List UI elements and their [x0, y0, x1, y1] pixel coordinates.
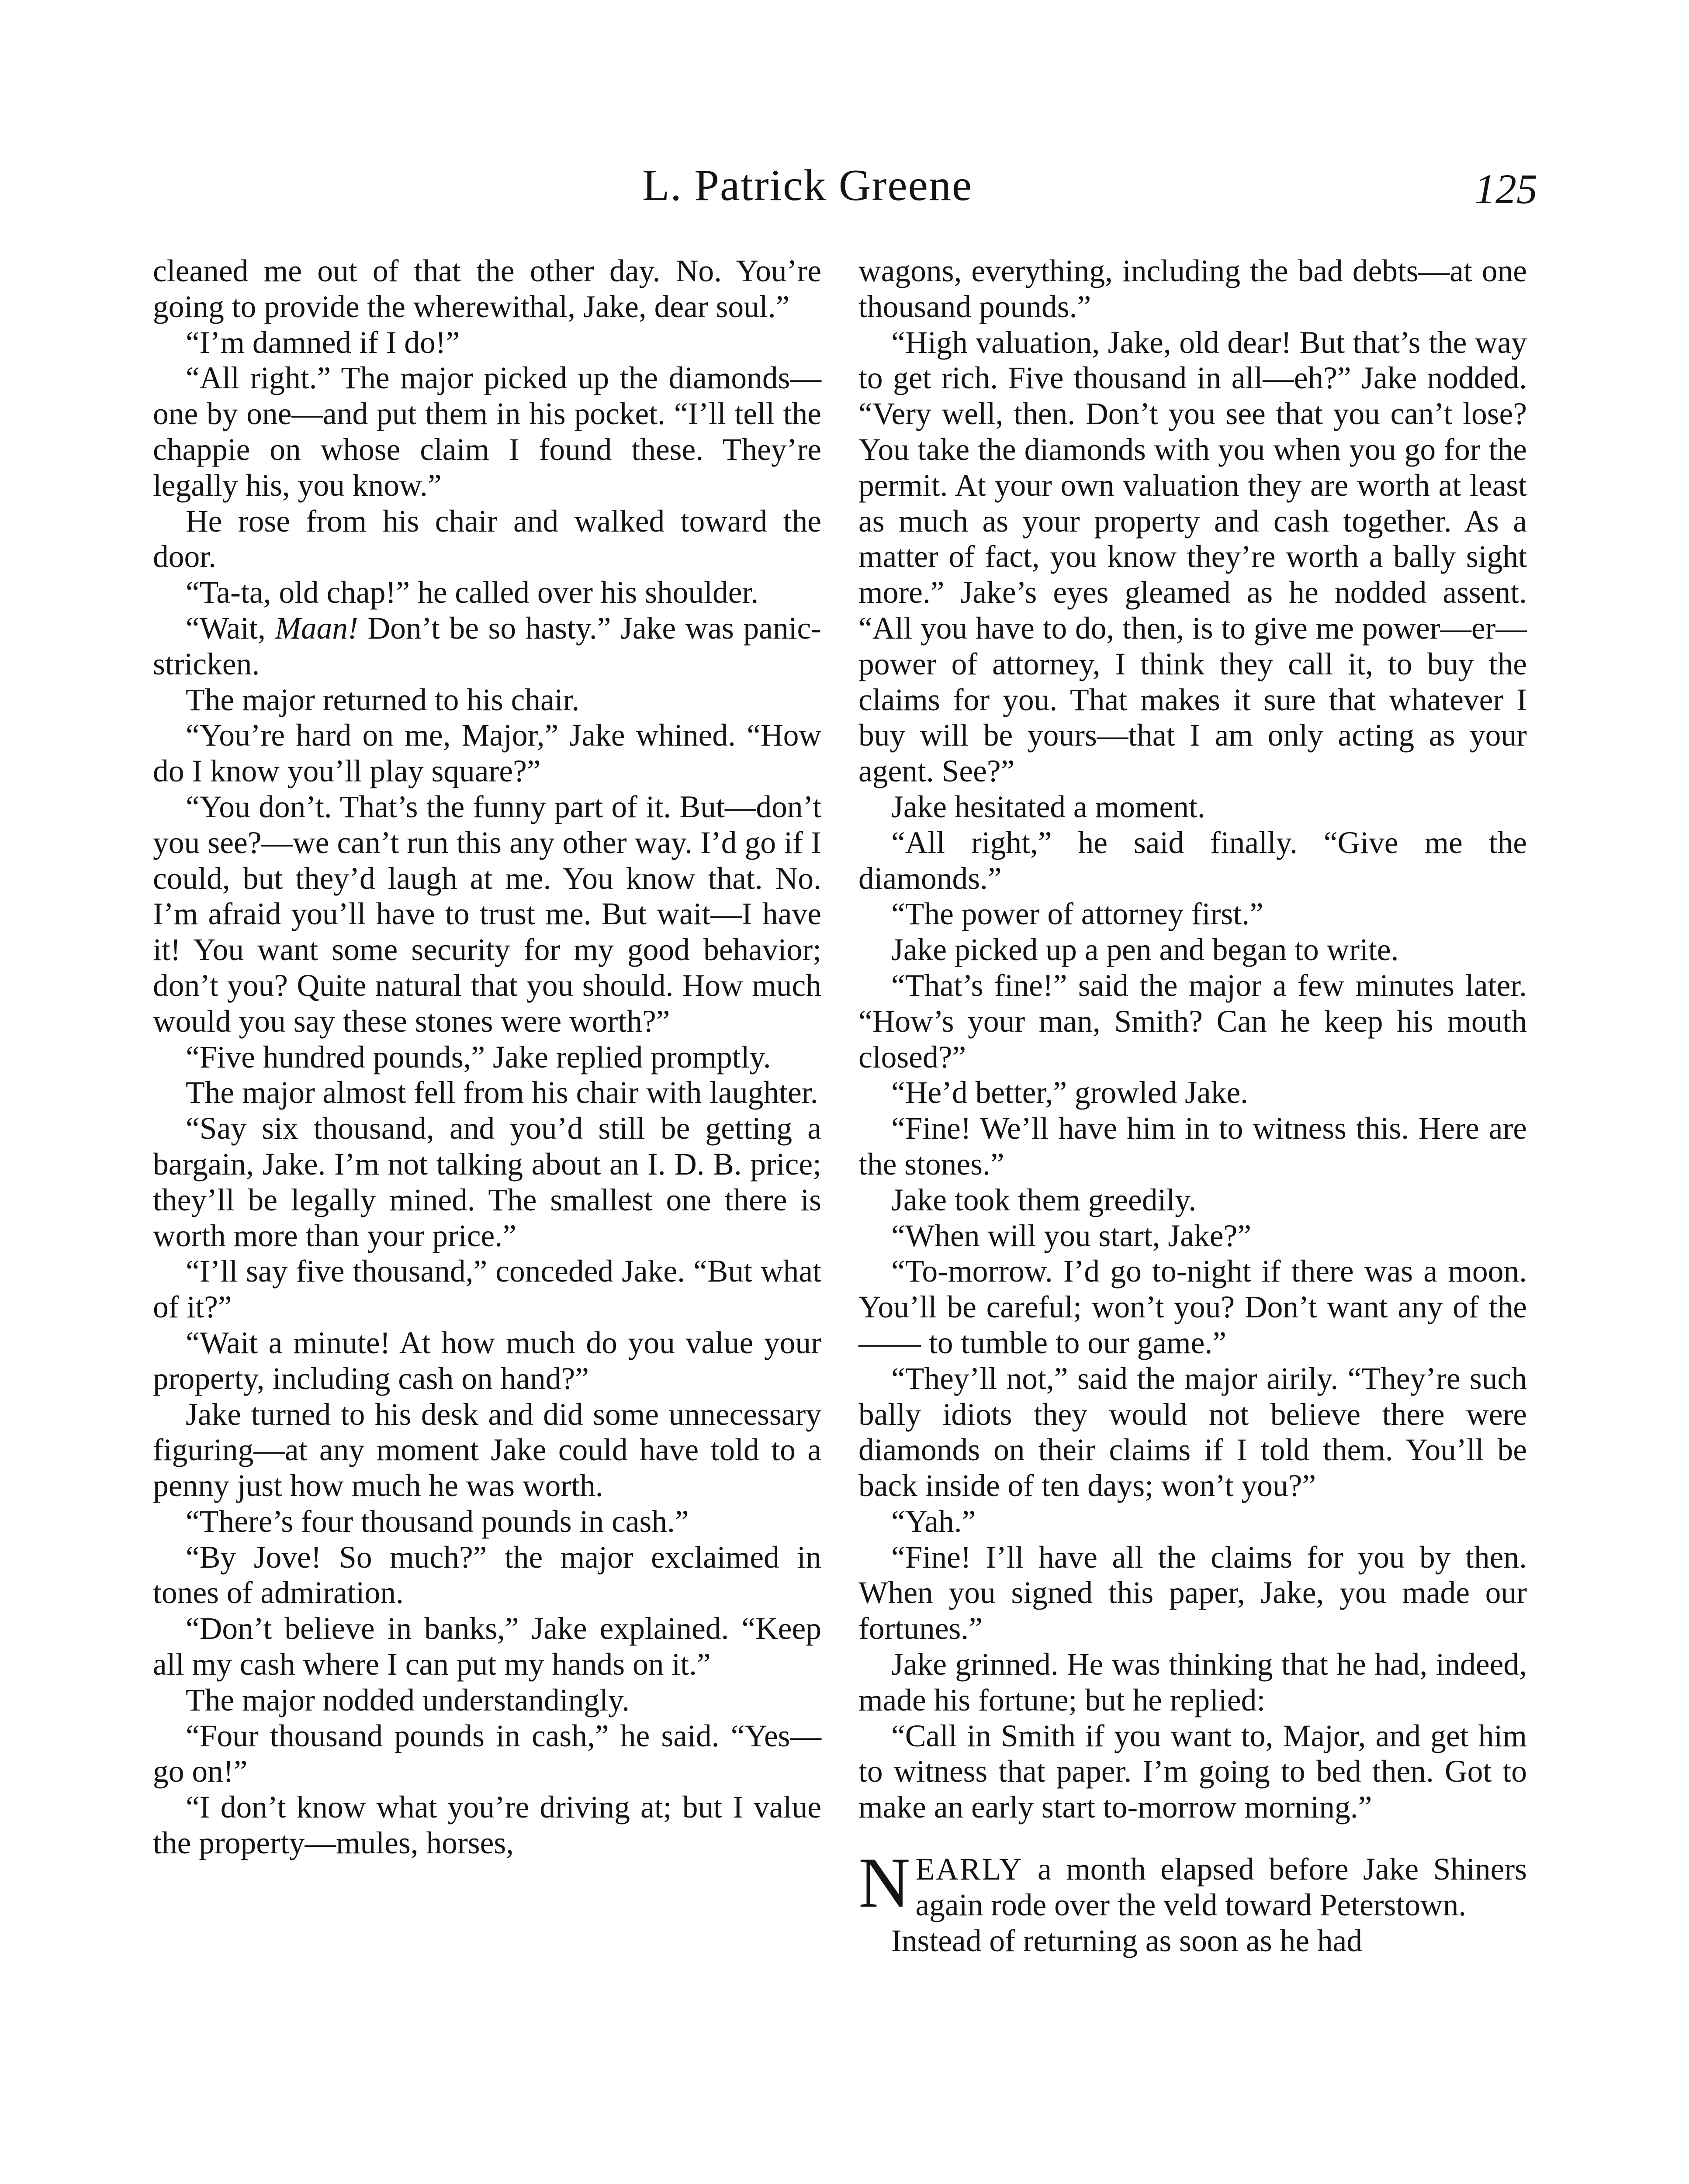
paragraph: “I’ll say five thousand,” conceded Jake. “But what of it?” — [153, 1254, 821, 1325]
paragraph: “Don’t believe in banks,” Jake explained. “Keep all my cash where I can put my hands on it.” — [153, 1611, 821, 1682]
paragraph: He rose from his chair and walked toward the door. — [153, 504, 821, 574]
paragraph: “Five hundred pounds,” Jake replied promptly. — [186, 1040, 771, 1075]
continued-paragraph: cleaned me out of that the other day. No. You’re going to provide the wherewithal, Jake, dear soul.” — [153, 254, 821, 324]
paragraph-text: Don’t be so hasty.” Jake was panic-stricken. — [153, 611, 821, 681]
paragraph: “When will you start, Jake?” — [891, 1218, 1251, 1253]
section-opening-paragraph — [858, 1843, 1527, 1923]
running-head — [0, 157, 1689, 214]
author-name: L. Patrick Greene — [642, 161, 973, 210]
paragraph: “They’ll not,” said the major airily. “They’re such bally idiots they would not believe there were diamonds on their claims if I told them. You’ll be back inside of ten days; won’t you?” — [858, 1361, 1527, 1503]
paragraph: “The power of attorney first.” — [891, 897, 1263, 932]
paragraph: “To-morrow. I’d go to-night if there was a moon. You’ll be careful; won’t you? Don’t want any of the —— to tumble to our game.” — [858, 1254, 1527, 1360]
left-column — [153, 253, 821, 1861]
paragraph-text: “Wait, — [186, 611, 275, 646]
paragraph: “That’s fine!” said the major a few minutes later. “How’s your man, Smith? Can he keep his mouth closed?” — [858, 968, 1527, 1075]
paragraph: “Say six thousand, and you’d still be getting a bargain, Jake. I’m not talking about an I. D. B. price; they’ll be legally mined. The smallest one there is worth more than your price.” — [153, 1111, 821, 1253]
paragraph: “By Jove! So much?” the major exclaimed in tones of admiration. — [153, 1540, 821, 1610]
right-column — [858, 253, 1527, 1959]
paragraph: “I don’t know what you’re driving at; but I value the property—mules, horses, — [153, 1790, 821, 1861]
page-number: 125 — [1474, 166, 1537, 212]
paragraph: Jake picked up a pen and began to write. — [891, 933, 1399, 968]
drop-cap: N — [858, 1843, 910, 1923]
paragraph: Instead of returning as soon as he had — [891, 1923, 1363, 1958]
paragraph: “Ta-ta, old chap!” he called over his shoulder. — [186, 575, 759, 610]
paragraph: “High valuation, Jake, old dear! But that’s the way to get rich. Five thousand in all—eh?” Jake nodded. “Very well, then. Don’t you see that you can’t lose? You take the diamonds with you when you go for the permit. At your own valuation they are worth at least as much as your property and cash together. As a matter of fact, you know they’re worth a bally sight more.” Jake’s eyes gleamed as he nodded assent. “All you have to do, then, is to give me power—er—power of attorney, I think they call it, to buy the claims for you. That makes it sure that whatever I buy will be yours—that I am only acting as your agent. See?” — [858, 325, 1527, 789]
paragraph: “You’re hard on me, Major,” Jake whined. “How do I know you’ll play square?” — [153, 718, 821, 789]
paragraph: “You don’t. That’s the funny part of it. But—don’t you see?—we can’t run this any other way. I’d go if I could, but they’d laugh at me. You know that. No. I’m afraid you’ll have to trust me. But wait—I have it! You want some security for my good behavior; don’t you? Quite natural that you should. How much would you say these stones were worth?” — [153, 789, 821, 1039]
small-caps-lead: EARLY — [915, 1852, 1023, 1887]
paragraph: The major nodded understandingly. — [186, 1683, 630, 1717]
paragraph: “All right.” The major picked up the diamonds—one by one—and put them in his pocket. “I’ll tell the chappie on whose claim I found these. They’re legally his, you know.” — [153, 361, 821, 503]
continued-paragraph: wagons, everything, including the bad debts—at one thousand pounds.” — [858, 254, 1527, 324]
paragraph: “Four thousand pounds in cash,” he said. “Yes—go on!” — [153, 1718, 821, 1789]
paragraph: Jake hesitated a moment. — [891, 789, 1205, 824]
paragraph: “Wait a minute! At how much do you value your property, including cash on hand?” — [153, 1325, 821, 1396]
paragraph: Jake grinned. He was thinking that he had, indeed, made his fortune; but he replied: — [858, 1647, 1527, 1717]
paragraph: The major returned to his chair. — [186, 682, 580, 717]
paragraph: “Yah.” — [891, 1504, 976, 1539]
paragraph: Jake took them greedily. — [891, 1182, 1197, 1217]
paragraph-text: a month elapsed before Jake Shiners again rode over the veld toward Peterstown. — [915, 1852, 1527, 1922]
paragraph: “He’d better,” growled Jake. — [891, 1075, 1249, 1110]
paragraph: “I’m damned if I do!” — [186, 325, 460, 360]
italic-word: Maan! — [275, 611, 358, 646]
paragraph: Jake turned to his desk and did some unnecessary figuring—at any moment Jake could have told to a penny just how much he was worth. — [153, 1397, 821, 1503]
paragraph — [153, 611, 821, 682]
paragraph: “Call in Smith if you want to, Major, and get him to witness that paper. I’m going to bed then. Got to make an early start to-morrow morning.” — [858, 1718, 1527, 1825]
paragraph: “All right,” he said finally. “Give me the diamonds.” — [858, 825, 1527, 896]
paragraph: The major almost fell from his chair with laughter. — [186, 1075, 818, 1110]
paragraph: “Fine! We’ll have him in to witness this. Here are the stones.” — [858, 1111, 1527, 1182]
paragraph: “Fine! I’ll have all the claims for you by then. When you signed this paper, Jake, you made our fortunes.” — [858, 1540, 1527, 1646]
paragraph: “There’s four thousand pounds in cash.” — [186, 1504, 689, 1539]
